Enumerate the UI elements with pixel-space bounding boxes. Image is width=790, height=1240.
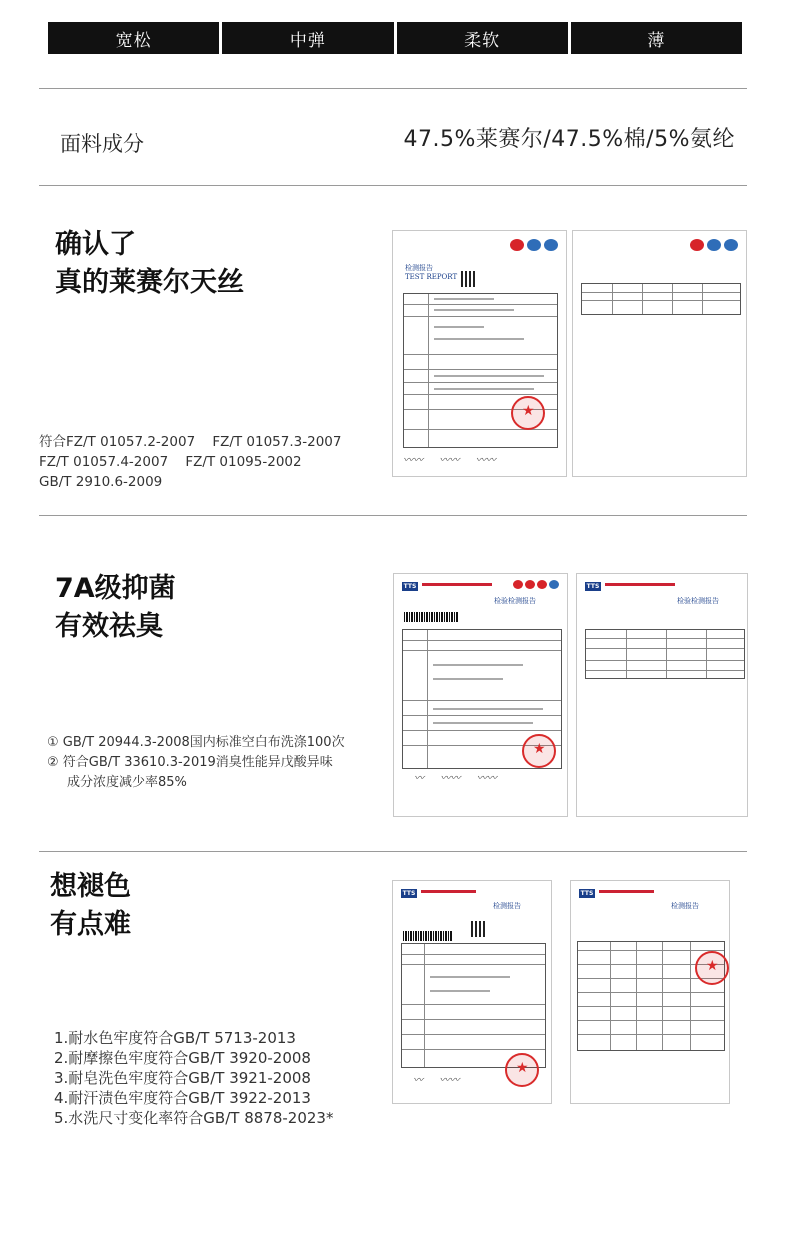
signature: 〰 〰〰: [413, 1075, 460, 1086]
tts-logo-icon: TTS: [580, 890, 594, 897]
test-report-page: [572, 230, 747, 477]
section-title-line: 想褪色: [50, 871, 131, 902]
standards-list: [54, 1028, 333, 1128]
cert-logos: [513, 580, 559, 589]
section-title-line: 7A级抑菌: [55, 573, 176, 604]
barcode-icon: [404, 612, 459, 622]
standard-line: 5.水洗尺寸变化率符合GB/T 8878-2023*: [54, 1109, 334, 1127]
report-title: 检验检测报告: [494, 597, 536, 605]
red-seal-icon: [505, 1053, 539, 1087]
tts-logo-icon: TTS: [586, 583, 600, 590]
test-report-page: [570, 880, 730, 1104]
qr-code-icon: [461, 271, 477, 287]
signature: 〰 〰〰 〰〰: [414, 773, 497, 784]
test-report-page: [576, 573, 748, 817]
standard-line: 4.耐汗渍色牢度符合GB/T 3922-2013: [54, 1089, 311, 1107]
barcode-icon: [403, 931, 453, 941]
section-title: [50, 868, 131, 944]
standard-line: 2.耐摩擦色牢度符合GB/T 3920-2008: [54, 1049, 311, 1067]
qr-code-icon: [471, 921, 487, 937]
standards-list: [39, 432, 341, 492]
test-report-page: [392, 880, 552, 1104]
report-title: 检测报告: [671, 902, 699, 910]
lab-name: [422, 583, 492, 586]
divider: [39, 515, 747, 516]
tab-medium-stretch: 中弹: [222, 22, 393, 54]
test-report-page: [393, 573, 568, 817]
lab-name: [605, 583, 675, 586]
red-seal-icon: [695, 951, 729, 985]
standard-line: 1.耐水色牢度符合GB/T 5713-2013: [54, 1029, 296, 1047]
feature-tabs: [48, 22, 742, 54]
red-seal-icon: [522, 734, 556, 768]
signature: 〰〰 〰〰 〰〰: [403, 455, 496, 466]
section-title-line: 确认了: [55, 229, 136, 260]
tts-logo-icon: TTS: [403, 583, 417, 590]
report-table: [581, 283, 741, 315]
section-title: [55, 570, 176, 646]
standard-line: 符合FZ/T 01057.2-2007 FZ/T 01057.3-2007: [39, 434, 342, 450]
report-header: [581, 239, 738, 261]
fabric-label: 面料成分: [60, 132, 144, 156]
standard-line: ① GB/T 20944.3-2008国内标准空白布洗涤100次: [47, 735, 345, 750]
lab-name: [421, 890, 476, 893]
tab-thin: 薄: [571, 22, 742, 54]
section-title: [55, 226, 244, 302]
report-title: 检验检测报告: [677, 597, 719, 605]
standards-list: [47, 733, 345, 793]
report-table: [401, 943, 546, 1068]
divider: [39, 88, 747, 89]
lab-name: [599, 890, 654, 893]
standard-line: 3.耐皂洗色牢度符合GB/T 3921-2008: [54, 1069, 311, 1087]
divider: [39, 185, 747, 186]
tts-logo-icon: TTS: [402, 890, 416, 897]
standard-line: 成分浓度减少率85%: [67, 775, 187, 790]
fabric-value: 47.5%莱赛尔/47.5%棉/5%氨纶: [403, 127, 735, 152]
report-header: [401, 239, 558, 261]
red-seal-icon: [511, 396, 545, 430]
section-title-line: 有效祛臭: [55, 611, 163, 642]
divider: [39, 851, 747, 852]
standard-line: ② 符合GB/T 33610.3-2019消臭性能异戊酸异味: [47, 755, 333, 770]
standard-line: FZ/T 01057.4-2007 FZ/T 01095-2002: [39, 454, 302, 470]
report-title: 检测报告 TEST REPORT: [405, 264, 458, 281]
test-report-page: [392, 230, 567, 477]
section-title-line: 有点难: [50, 909, 131, 940]
report-table: [585, 629, 745, 679]
cert-logos: [690, 239, 738, 251]
standard-line: GB/T 2910.6-2009: [39, 474, 163, 490]
cert-logos: [510, 239, 558, 251]
section-title-line: 真的莱赛尔天丝: [55, 267, 244, 298]
report-title: 检测报告: [493, 902, 521, 910]
tab-loose: 宽松: [48, 22, 219, 54]
tab-soft: 柔软: [397, 22, 568, 54]
